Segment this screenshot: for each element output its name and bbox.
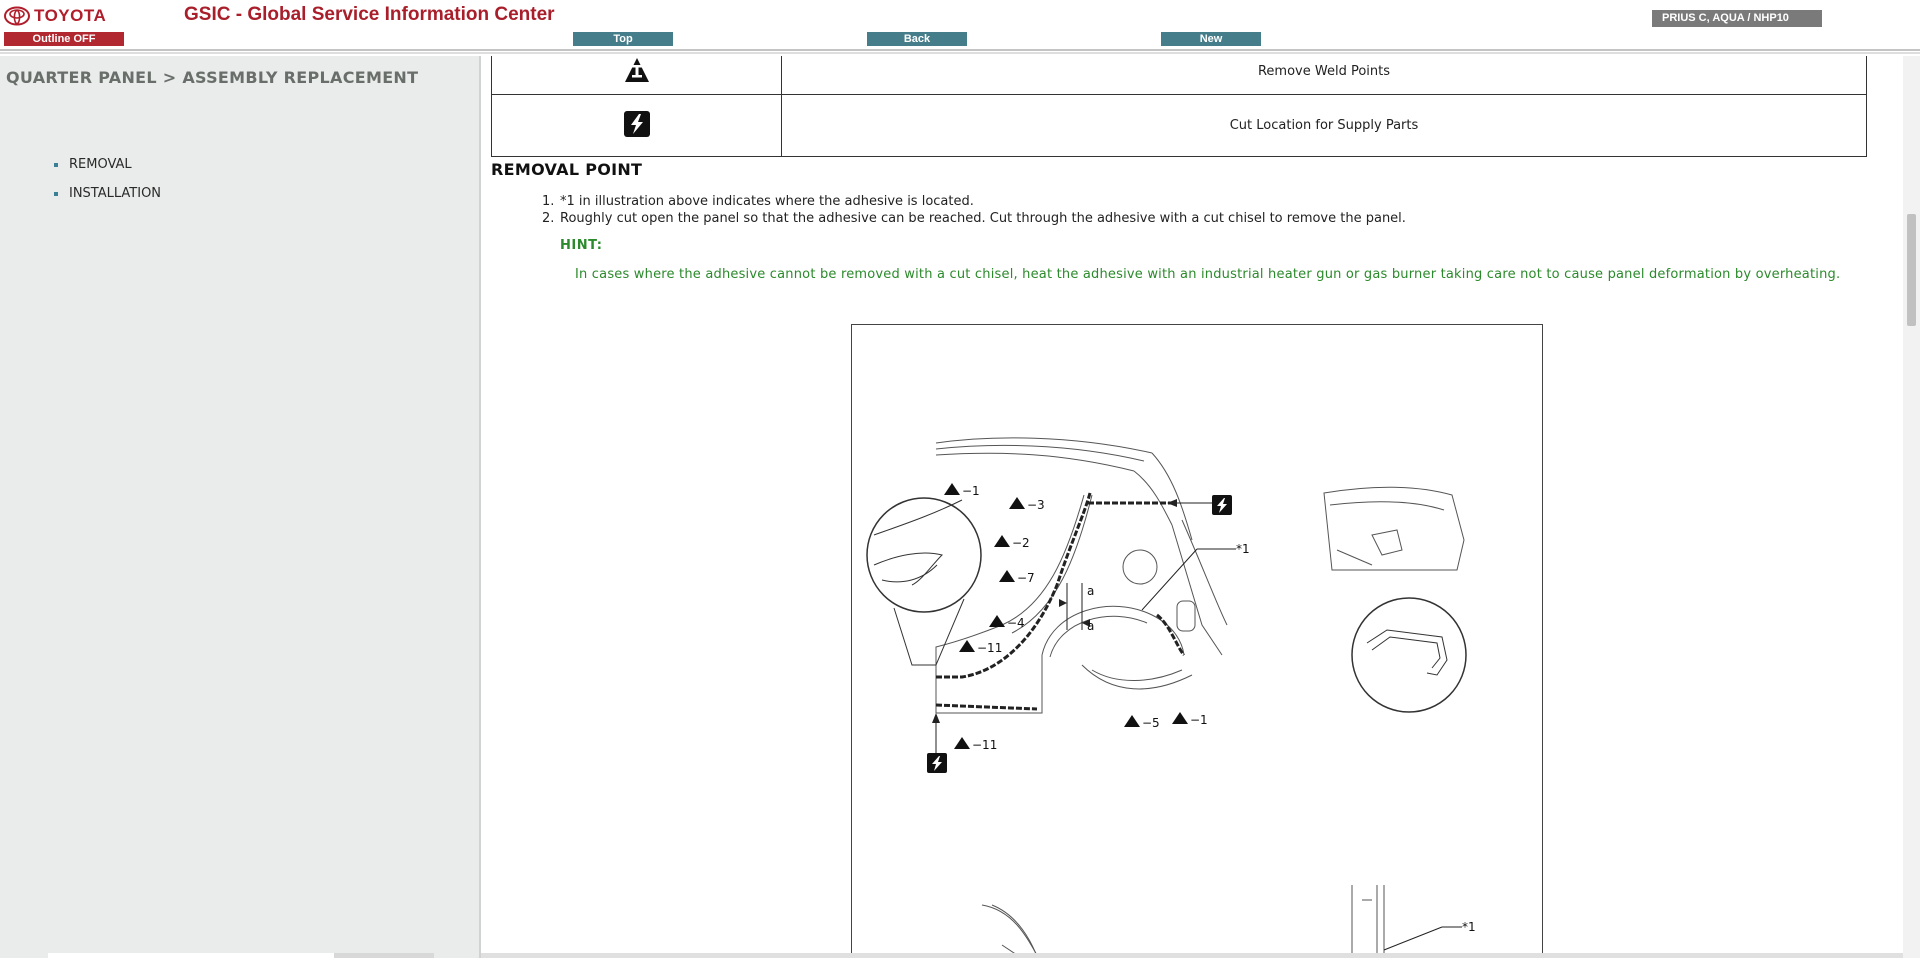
sidebar-outline-list bbox=[54, 150, 161, 208]
table-cell: Remove Weld Points bbox=[782, 56, 1867, 95]
new-button[interactable]: New bbox=[1161, 32, 1261, 46]
step-number: 2. bbox=[542, 211, 555, 226]
main-horizontal-scrollbar[interactable] bbox=[481, 953, 1903, 958]
callout-label: a bbox=[1087, 619, 1095, 633]
callout-label: a bbox=[1087, 584, 1095, 598]
sidebar-scroll-thumb[interactable] bbox=[48, 953, 334, 958]
table-cell bbox=[492, 95, 782, 157]
hint-label: HINT: bbox=[560, 238, 603, 253]
app-title: GSIC - Global Service Information Center bbox=[184, 4, 555, 25]
sidebar-title: QUARTER PANEL > ASSEMBLY REPLACEMENT bbox=[6, 68, 419, 87]
header-divider-lower bbox=[0, 52, 1920, 54]
callout-label: −5 bbox=[1142, 716, 1160, 730]
list-item bbox=[542, 193, 1406, 210]
list-item bbox=[542, 210, 1406, 227]
step-number: 1. bbox=[542, 194, 555, 209]
callout-label: *1 bbox=[1236, 542, 1250, 556]
removal-steps-list bbox=[542, 193, 1406, 227]
hint-text: In cases where the adhesive cannot be removed with a cut chisel, heat the adhesive with an industrial heater gun or gas burner taking care not to cause panel deformation by overheating. bbox=[575, 267, 1841, 282]
cut-location-icon bbox=[623, 110, 651, 138]
sidebar-item-removal[interactable] bbox=[54, 150, 161, 179]
step-text: *1 in illustration above indicates where the adhesive is located. bbox=[560, 194, 974, 209]
back-button[interactable]: Back bbox=[867, 32, 967, 46]
sidebar bbox=[0, 56, 479, 958]
callout-label: −3 bbox=[1027, 498, 1045, 512]
bullet-icon bbox=[54, 192, 58, 196]
vehicle-badge: PRIUS C, AQUA / NHP10 bbox=[1652, 10, 1822, 27]
callout-label: −11 bbox=[972, 738, 998, 752]
callout-label: −1 bbox=[1190, 713, 1208, 727]
table-cell: Cut Location for Supply Parts bbox=[782, 95, 1867, 157]
section-title: REMOVAL POINT bbox=[491, 160, 643, 179]
symbol-legend-table bbox=[491, 56, 1867, 157]
toyota-emblem-icon bbox=[4, 6, 30, 26]
header-divider bbox=[0, 49, 1920, 51]
table-cell bbox=[492, 56, 782, 95]
header bbox=[0, 0, 1920, 56]
toyota-logo bbox=[4, 3, 106, 29]
top-button[interactable]: Top bbox=[573, 32, 673, 46]
callout-label: −7 bbox=[1017, 571, 1035, 585]
sidebar-horizontal-scrollbar[interactable] bbox=[48, 953, 434, 958]
callout-label: −4 bbox=[1007, 616, 1025, 630]
callout-label: −11 bbox=[977, 641, 1003, 655]
sidebar-item-label[interactable]: INSTALLATION bbox=[69, 186, 162, 201]
bullet-icon bbox=[54, 163, 58, 167]
main-content bbox=[481, 56, 1903, 953]
quarter-panel-illustration bbox=[851, 324, 1543, 953]
brand-name: TOYOTA bbox=[34, 6, 107, 25]
weld-point-icon bbox=[623, 56, 651, 84]
main-vertical-scrollbar[interactable] bbox=[1903, 56, 1920, 958]
callout-label: −1 bbox=[962, 484, 980, 498]
illustration-drawing bbox=[852, 325, 1544, 953]
sidebar-item-label[interactable]: REMOVAL bbox=[69, 157, 132, 172]
table-row bbox=[492, 56, 1867, 95]
sidebar-item-installation[interactable] bbox=[54, 179, 161, 208]
step-text: Roughly cut open the panel so that the adhesive can be reached. Cut through the adhesive with a cut chisel to remove the panel. bbox=[560, 211, 1406, 226]
scroll-thumb[interactable] bbox=[1907, 214, 1916, 326]
table-row bbox=[492, 95, 1867, 157]
outline-toggle-button[interactable]: Outline OFF bbox=[4, 32, 124, 46]
callout-label: *1 bbox=[1462, 920, 1476, 934]
callout-label: −2 bbox=[1012, 536, 1030, 550]
